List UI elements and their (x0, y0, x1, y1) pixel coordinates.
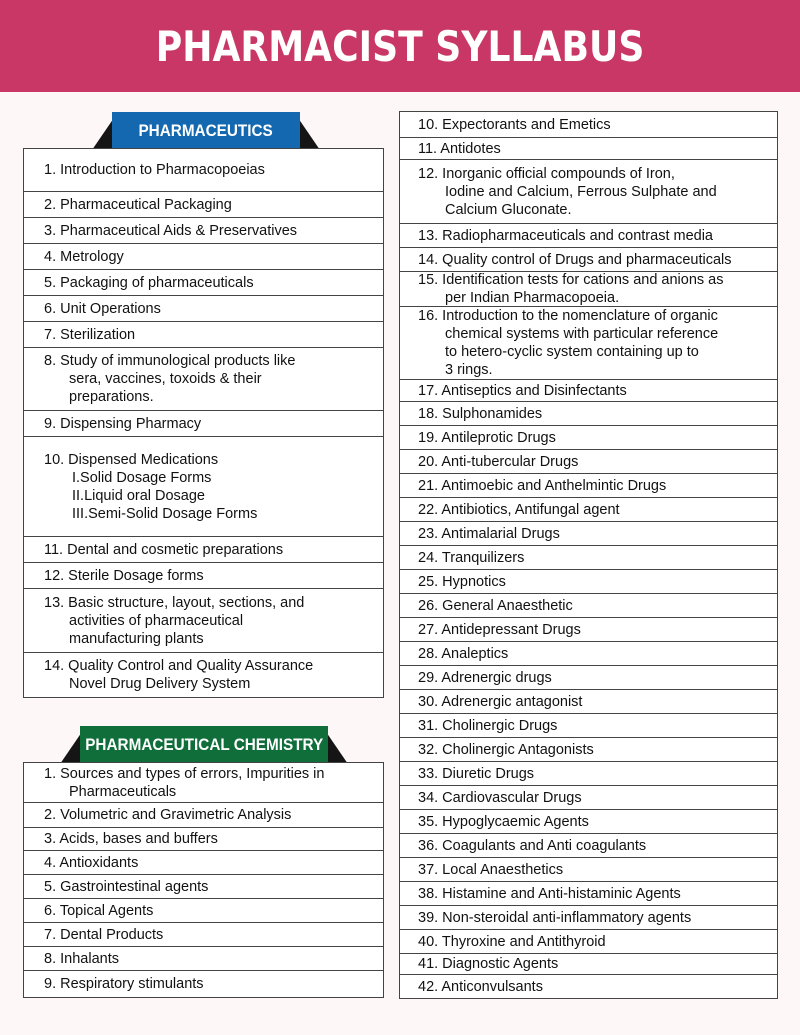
list-item (24, 898, 383, 922)
list-item-text: 41. Diagnostic Agents (418, 956, 559, 972)
list-item-text: 19. Antileprotic Drugs (418, 429, 556, 446)
list-item-text: 27. Antidepressant Drugs (418, 621, 581, 638)
list-item (400, 137, 777, 159)
list-item-text: 21. Antimoebic and Anthelmintic Drugs (418, 477, 667, 494)
list-item (400, 617, 777, 641)
list-item (400, 785, 777, 809)
list-item (400, 593, 777, 617)
list-item-text: 20. Anti-tubercular Drugs (418, 453, 579, 470)
list-item (400, 761, 777, 785)
list-item-text-continued: to hetero-cyclic system containing up to (445, 344, 699, 360)
list-item-text-continued: Iodine and Calcium, Ferrous Sulphate and (445, 183, 717, 200)
list-item (24, 850, 383, 874)
list-item (24, 436, 383, 536)
list-item-text: 11. Antidotes (418, 140, 501, 157)
list-item (24, 243, 383, 269)
list-item-text: 13. Radiopharmaceuticals and contrast media (418, 227, 713, 244)
list-item-text: 6. Topical Agents (44, 902, 154, 919)
list-item (400, 833, 777, 857)
list-item (400, 881, 777, 905)
list-item-text-continued: Novel Drug Delivery System (69, 676, 251, 692)
list-item-text: 8. Inhalants (44, 950, 119, 967)
list-item-text-continued: activities of pharmaceutical (69, 612, 244, 629)
list-item-text: 40. Thyroxine and Antithyroid (418, 933, 606, 950)
list-item-text-continued: chemical systems with particular reference (445, 326, 719, 342)
list-item (400, 857, 777, 881)
list-item-text: 16. Introduction to the nomenclature of organic (418, 308, 718, 324)
list-item (24, 946, 383, 970)
list-item-text-continued: sera, vaccines, toxoids & their (69, 371, 262, 387)
list-item (24, 970, 383, 997)
list-item-text: 28. Analeptics (418, 645, 509, 662)
list-item-text: 24. Tranquilizers (418, 549, 525, 566)
page-header (0, 0, 800, 92)
list-item (24, 652, 383, 697)
list-item-text: 17. Antiseptics and Disinfectants (418, 382, 627, 399)
list-item (400, 473, 777, 497)
list-item-text-continued: I.Solid Dosage Forms (72, 469, 212, 486)
list-item (400, 271, 777, 306)
list-item-text: 7. Dental Products (44, 926, 164, 943)
list-item (24, 149, 383, 191)
list-item (24, 295, 383, 321)
list-item-text: 4. Antioxidants (44, 854, 139, 871)
list-item-text: 29. Adrenergic drugs (418, 669, 552, 686)
list-item (400, 953, 777, 974)
list-item-text: 5. Gastrointestinal agents (44, 878, 209, 895)
list-item (400, 223, 777, 247)
list-item (400, 713, 777, 737)
page-title: PHARMACIST SYLLABUS (155, 21, 645, 71)
list-item-text: 7. Sterilization (44, 326, 136, 343)
list-item-text: 31. Cholinergic Drugs (418, 717, 558, 734)
chemistry-heading: PHARMACEUTICAL CHEMISTRY (85, 735, 324, 754)
list-item (400, 159, 777, 223)
list-item-text: 18. Sulphonamides (418, 405, 543, 422)
list-item-text: 25. Hypnotics (418, 573, 506, 590)
list-item-text: 8. Study of immunological products like (44, 353, 296, 369)
list-item-text: 3. Acids, bases and buffers (44, 831, 218, 847)
list-item-text: 35. Hypoglycaemic Agents (418, 813, 589, 830)
list-item (400, 497, 777, 521)
list-item-text-continued: manufacturing plants (69, 630, 204, 647)
list-item-text: 32. Cholinergic Antagonists (418, 741, 594, 758)
list-item-text: 42. Anticonvulsants (418, 978, 543, 995)
list-item (24, 321, 383, 347)
list-item (400, 112, 777, 137)
list-item-text: 22. Antibiotics, Antifungal agent (418, 501, 620, 518)
list-item-text-continued: Calcium Gluconate. (445, 201, 572, 218)
list-item-text: 14. Quality Control and Quality Assurance (44, 658, 314, 674)
list-item (400, 247, 777, 271)
list-item (400, 665, 777, 689)
list-item-text: 36. Coagulants and Anti coagulants (418, 837, 647, 854)
list-item-text-continued: preparations. (69, 389, 154, 405)
list-item-text: 14. Quality control of Drugs and pharmaceuticals (418, 251, 732, 268)
list-item (400, 737, 777, 761)
list-item-text: 9. Dispensing Pharmacy (44, 415, 202, 432)
list-item (400, 929, 777, 953)
list-item (24, 217, 383, 243)
pharmaceutics-heading: PHARMACEUTICS (138, 121, 274, 140)
list-item (24, 562, 383, 588)
list-item (24, 269, 383, 295)
list-item-text: 1. Sources and types of errors, Impurities in (44, 765, 325, 782)
list-item-text: 10. Expectorants and Emetics (418, 116, 611, 133)
list-item-text-continued: II.Liquid oral Dosage (72, 487, 205, 504)
list-item (24, 588, 383, 652)
list-item (400, 974, 777, 998)
list-item (24, 827, 383, 850)
list-item-text: 38. Histamine and Anti-histaminic Agents (418, 885, 681, 902)
list-item-text: 3. Pharmaceutical Aids & Preservatives (44, 222, 298, 239)
list-item (400, 905, 777, 929)
list-item (400, 641, 777, 665)
list-item (24, 763, 383, 802)
list-item-text-continued: III.Semi-Solid Dosage Forms (72, 505, 258, 522)
list-item (400, 449, 777, 473)
list-item (400, 569, 777, 593)
list-item-text: 15. Identification tests for cations and anions as (418, 272, 724, 288)
list-item (400, 545, 777, 569)
list-item-text: 39. Non-steroidal anti-inflammatory agents (418, 909, 692, 926)
list-item (24, 802, 383, 827)
list-item (24, 922, 383, 946)
chemistry-list (23, 762, 384, 998)
list-item-text: 11. Dental and cosmetic preparations (44, 541, 284, 558)
list-item (24, 191, 383, 217)
list-item-text: 2. Volumetric and Gravimetric Analysis (44, 807, 292, 823)
pharmaceutics-heading-ribbon (92, 112, 320, 150)
pharmaceutics-list (23, 148, 384, 698)
list-item-text-continued: 3 rings. (445, 362, 493, 378)
list-item-text: 1. Introduction to Pharmacopoeias (44, 162, 265, 178)
list-item-text: 2. Pharmaceutical Packaging (44, 196, 232, 213)
list-item-text: 13. Basic structure, layout, sections, and (44, 594, 305, 611)
list-item (400, 689, 777, 713)
list-item (400, 425, 777, 449)
list-item-text: 33. Diuretic Drugs (418, 765, 535, 782)
list-item-text-continued: per Indian Pharmacopoeia. (445, 290, 620, 306)
list-item (400, 306, 777, 379)
list-item-text: 34. Cardiovascular Drugs (418, 789, 582, 806)
list-item-text: 4. Metrology (44, 248, 124, 265)
list-item-text: 26. General Anaesthetic (418, 597, 573, 614)
chemistry-list-continued (399, 111, 778, 999)
list-item-text: 9. Respiratory stimulants (44, 976, 204, 992)
list-item-text: 12. Inorganic official compounds of Iron, (418, 165, 675, 182)
list-item-text: 5. Packaging of pharmaceuticals (44, 274, 254, 291)
list-item-text: 6. Unit Operations (44, 300, 161, 317)
list-item (400, 809, 777, 833)
list-item-text-continued: Pharmaceuticals (69, 783, 177, 800)
list-item-text: 37. Local Anaesthetics (418, 861, 564, 878)
list-item-text: 10. Dispensed Medications (44, 451, 219, 468)
list-item (400, 401, 777, 425)
list-item (24, 347, 383, 410)
list-item (24, 410, 383, 436)
chemistry-heading-ribbon (60, 726, 348, 764)
list-item-text: 30. Adrenergic antagonist (418, 693, 583, 710)
list-item (400, 379, 777, 401)
list-item (24, 874, 383, 898)
list-item-text: 12. Sterile Dosage forms (44, 567, 204, 584)
list-item-text: 23. Antimalarial Drugs (418, 525, 560, 542)
list-item (400, 521, 777, 545)
list-item (24, 536, 383, 562)
